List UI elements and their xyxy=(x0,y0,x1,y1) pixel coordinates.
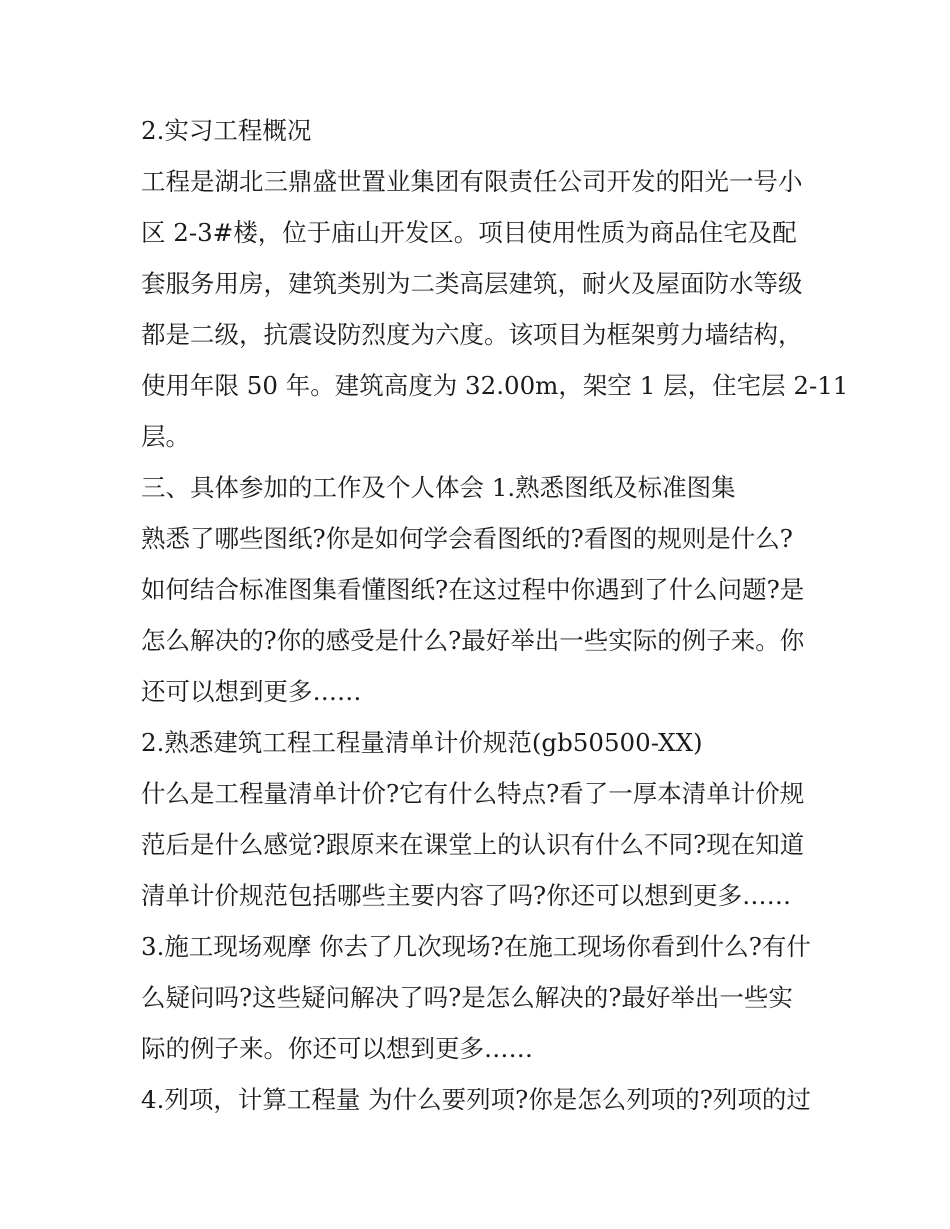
text-line: 还可以想到更多…… xyxy=(141,677,362,706)
text-line: 际的例子来。你还可以想到更多…… xyxy=(141,1034,533,1063)
text-line: 套服务用房，建筑类别为二类高层建筑，耐火及屋面防水等级 xyxy=(141,269,803,298)
section-heading: 三、具体参加的工作及个人体会 1.熟悉图纸及标准图集 xyxy=(141,473,736,502)
text-line: 么疑问吗?这些疑问解决了吗?是怎么解决的?最好举出一些实 xyxy=(141,983,793,1012)
text-line: 什么是工程量清单计价?它有什么特点?看了一厚本清单计价规 xyxy=(141,779,805,808)
text-line: 使用年限 50 年。建筑高度为 32.00m，架空 1 层，住宅层 2-11 xyxy=(141,371,849,400)
section-heading: 3.施工现场观摩 你去了几次现场?在施工现场你看到什么?有什 xyxy=(141,932,811,961)
text-line: 区 2-3#楼，位于庙山开发区。项目使用性质为商品住宅及配 xyxy=(141,218,797,247)
text-line: 层。 xyxy=(141,422,190,451)
text-line: 都是二级，抗震设防烈度为六度。该项目为框架剪力墙结构， xyxy=(141,320,803,349)
text-line: 熟悉了哪些图纸?你是如何学会看图纸的?看图的规则是什么? xyxy=(141,524,793,553)
document-body xyxy=(141,109,849,1129)
section-heading: 2.熟悉建筑工程工程量清单计价规范(gb50500-XX) xyxy=(141,728,703,757)
text-line: 清单计价规范包括哪些主要内容了吗?你还可以想到更多…… xyxy=(141,881,792,910)
text-line: 如何结合标准图集看懂图纸?在这过程中你遇到了什么问题?是 xyxy=(141,575,805,604)
section-heading: 2.实习工程概况 xyxy=(141,116,312,145)
text-line: 怎么解决的?你的感受是什么?最好举出一些实际的例子来。你 xyxy=(141,626,805,655)
section-heading: 4.列项，计算工程量 为什么要列项?你是怎么列项的?列项的过 xyxy=(141,1085,811,1114)
text-line: 范后是什么感觉?跟原来在课堂上的认识有什么不同?现在知道 xyxy=(141,830,805,859)
text-line: 工程是湖北三鼎盛世置业集团有限责任公司开发的阳光一号小 xyxy=(141,167,803,196)
